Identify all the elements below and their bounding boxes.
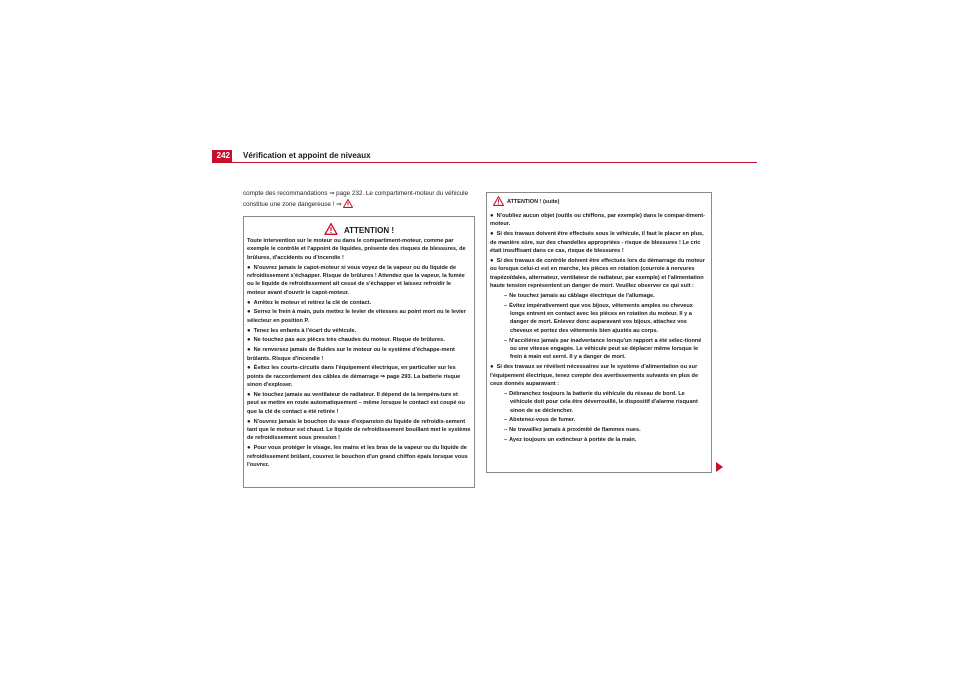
dash-icon: –	[504, 427, 508, 434]
bullet-icon: ●	[247, 418, 251, 425]
warning-box-continued	[486, 192, 712, 473]
bullet-icon: ●	[247, 327, 251, 334]
bullet-icon: ●	[247, 365, 251, 372]
warning-box-body	[487, 206, 711, 444]
item-text: Abstenez-vous de fumer.	[509, 417, 576, 424]
item-text: Ayez toujours un extincteur à portée de la main.	[509, 437, 637, 444]
warning-bullet-item	[490, 257, 708, 291]
intro-text: compte des recommandations ⇒ page 232. Le compartiment-moteur du véhicule constitue une zone dangereuse ! ⇒	[243, 190, 469, 208]
dash-icon: –	[504, 437, 508, 444]
warning-box-title	[244, 223, 474, 235]
warning-bullet-item	[247, 444, 471, 469]
page-number: 242	[212, 150, 232, 162]
bullet-icon: ●	[247, 299, 251, 306]
bullet-text: N'ouvrez jamais le bouchon du vase d'expansion du liquide de refroidis-sement tant que le moteur est chaud. Le liquide de refroidissement bouillant met le système de refroidissement sous pression !	[247, 418, 471, 442]
item-text: Débranchez toujours la batterie du véhicule du réseau de bord. Le véhicule doit pour cela être déverrouillé, le dispositif d'alarme risquant sinon de se déclencher.	[509, 390, 698, 414]
bullet-icon: ●	[490, 257, 494, 264]
warning-title-text: ATTENTION !	[343, 226, 395, 235]
warning-bullet-item	[247, 364, 471, 389]
bullet-icon: ●	[490, 364, 494, 371]
warning-bullet-item	[247, 418, 471, 443]
bullet-text: Ne renversez jamais de fluides sur le moteur ou le système d'échappe-ment brûlants. Risque d'incendie !	[247, 347, 455, 362]
item-text: N'accélérez jamais par inadvertance lorsqu'un rapport a été sélec-tionné ou une vitesse engagée. Le véhicule peut se déplacer même lorsque le frein à main est serré. Il y a danger de mort.	[509, 337, 702, 361]
warning-box-body	[244, 235, 474, 469]
item-text: Ne travaillez jamais à proximité de flammes nues.	[509, 427, 641, 434]
warning-triangle-icon	[343, 199, 353, 208]
bullet-icon: ●	[247, 347, 251, 354]
dash-icon: –	[504, 302, 508, 309]
warning-bullet-item	[490, 230, 708, 255]
warning-title-text: ATTENTION ! (suite)	[507, 199, 560, 205]
item-text: Si des travaux doivent être effectués sous le véhicule, il faut le placer en plus, de manière sûre, sur des chandelles appropriées - risque de blessures ! Le cric était insuffisant dans ce cas, risque de blessures !	[490, 231, 704, 255]
warning-sub-item	[490, 292, 708, 300]
warning-bullet-item	[247, 308, 471, 325]
warning-sub-item	[490, 337, 708, 362]
dash-icon: –	[504, 390, 508, 397]
warning-bullet-item	[247, 336, 471, 344]
warning-box	[243, 216, 475, 488]
bullet-icon: ●	[247, 309, 251, 316]
bullet-icon: ●	[490, 213, 494, 219]
header-divider	[212, 162, 757, 163]
warning-sub-item	[490, 302, 708, 336]
dash-icon: –	[504, 417, 508, 424]
item-text: Évitez impérativement que vos bijoux, vêtements amples ou cheveux longs entrent en contact avec les pièces en rotation du moteur. Il y a danger de mort. Enlevez donc auparavant vos bijoux, attachez vos cheveux et portez des vêtements bien ajustés au corps.	[509, 302, 693, 334]
warning-bullet-item	[490, 363, 708, 388]
item-text: N'oubliez aucun objet (outils ou chiffons, par exemple) dans le compar-timent-moteur.	[490, 213, 705, 228]
bullet-text: Arrêtez le moteur et retirez la clé de contact.	[253, 299, 372, 306]
bullet-text: Ne touchez jamais au ventilateur de radiateur. Il dépend de la tempéra-ture et peut se mettre en route automatiquement – même lorsque le contact est coupé ou que la clé de contact a été retirée !	[247, 392, 465, 415]
bullet-icon: ●	[247, 264, 251, 271]
warning-bullet-item	[247, 299, 471, 307]
bullet-text: Pour vous protéger le visage, les mains et les bras de la vapeur ou du liquide de refroidissement brûlant, couvrez le bouchon d'un grand chiffon épais lorsque vous l'ouvrez.	[247, 445, 468, 469]
warning-bullet-item	[247, 391, 471, 416]
warning-sub-item	[490, 436, 708, 444]
warning-triangle-icon	[324, 223, 338, 235]
warning-box-title	[487, 193, 711, 206]
dash-icon: –	[504, 292, 508, 299]
bullet-icon: ●	[247, 445, 251, 452]
warning-bullet-item	[490, 212, 708, 229]
warning-sub-item	[490, 390, 708, 415]
warning-bullet-item	[247, 346, 471, 363]
warning-sub-item	[490, 426, 708, 434]
warning-triangle-icon	[493, 196, 504, 206]
warning-bullet-item	[247, 327, 471, 335]
bullet-icon: ●	[247, 392, 251, 399]
bullet-icon: ●	[247, 337, 251, 344]
warning-bullet-item	[247, 264, 471, 298]
item-text: Si des travaux de contrôle doivent être effectués lors du démarrage du moteur ou lorsque celui-ci est en marche, les pièces en rotation (courroie à nervures trapézoïdales, alternateur, ventilateur de radiateur, par exemple) et l'alimentation haute tension représentent un danger de mort. Veuillez observer ce qui suit :	[490, 257, 705, 290]
continue-arrow-icon	[716, 462, 723, 472]
dash-icon: –	[504, 337, 508, 344]
bullet-icon: ●	[490, 231, 494, 238]
item-text: Ne touchez jamais au câblage électrique de l'allumage.	[509, 292, 655, 299]
intro-paragraph: compte des recommandations ⇒ page 232. Le compartiment-moteur du véhicule constitue une zone dangereuse ! ⇒ .	[243, 190, 469, 208]
bullet-text: Ne touchez pas aux pièces très chaudes du moteur. Risque de brûlures.	[253, 337, 445, 344]
bullet-text: N'ouvrez jamais le capot-moteur si vous voyez de la vapeur ou du liquide de refroidissement s'échapper. Risque de brûlures ! Attendez que la vapeur, la fumée ou le liquide de refroidissement ait cessé de s'échapper et laissez refroidir le moteur avant d'ouvrir le capot-moteur.	[247, 264, 465, 296]
item-text: Si des travaux se révèlent nécessaires sur le système d'alimentation ou sur l'équipement électrique, tenez compte des avertissements suivants en plus de ceux donnés auparavant :	[490, 364, 699, 388]
bullet-text: Tenez les enfants à l'écart du véhicule.	[253, 327, 357, 334]
warning-intro: Toute intervention sur le moteur ou dans le compartiment-moteur, comme par exemple le contrôle et l'appoint de liquides, présente des risques de blessures, de brûlures, d'accidents ou d'incendie !	[247, 238, 466, 261]
warning-sub-item	[490, 416, 708, 424]
page-title: Vérification et appoint de niveaux	[243, 151, 371, 160]
bullet-text: Serrez le frein à main, puis mettez le levier de vitesses au point mort ou le levier sélecteur en position P.	[247, 309, 466, 324]
bullet-text: Évitez les courts-circuits dans l'équipement électrique, en particulier sur les points de raccordement des câbles de démarrage ⇒ page 293. La batterie risque sinon d'exploser.	[247, 365, 461, 389]
